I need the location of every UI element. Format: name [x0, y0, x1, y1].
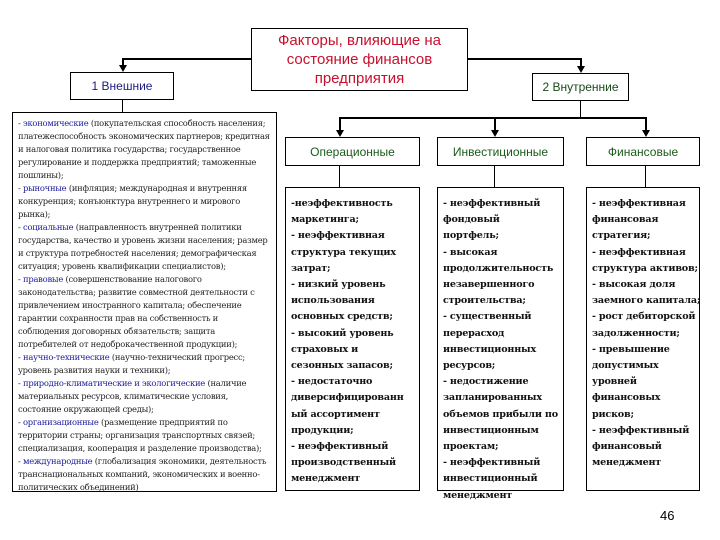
external-factor-item: [18, 182, 271, 221]
arrow-down-icon: [642, 130, 650, 137]
bullet: -: [18, 352, 23, 362]
factor-description: (совершенствование налогового законодательства; развитие совместной деятельности с привлечением иностранного капитала; обеспечение гарантии сохранности прав на собственность и соблюдения договорных обязательств; защита потребителей от недоброкачественной продукции);: [18, 274, 255, 349]
connector: [122, 100, 123, 112]
factor-line: финансовых: [592, 392, 661, 404]
factor-keyword: экономические: [23, 118, 89, 128]
factor-line: использования: [291, 295, 375, 307]
factor-description: (глобализация экономики, деятельность транснациональных компаний, экономических и военно-политических объединений): [18, 456, 267, 492]
factor-line: - неэффективный: [291, 441, 389, 453]
financial-factors-list: [586, 187, 700, 491]
external-factor-item: [18, 455, 271, 494]
factor-line: менеджмент: [291, 473, 361, 485]
factor-line: финансовая: [592, 214, 659, 226]
factor-line: диверсифицированн: [291, 392, 404, 404]
external-factor-item: [18, 273, 271, 351]
arrow-down-icon: [336, 130, 344, 137]
factor-line: объемов прибыли по: [443, 408, 558, 420]
external-factors-header: 1 Внешние: [70, 72, 174, 100]
factor-line: рисков;: [592, 408, 634, 420]
connector: [645, 117, 647, 130]
factor-line: финансовый: [592, 441, 662, 453]
factor-line: - высокая доля: [592, 279, 676, 291]
factor-line: затрат;: [291, 262, 331, 274]
connector: [494, 117, 496, 130]
factor-line: -неэффективность: [291, 198, 393, 209]
factor-description: (размещение предприятий по территории страны; организация транспортных связей; специализация, кооперация и разделение производства);: [18, 417, 262, 453]
diagram-title: Факторы, влияющие на состояние финансов предприятия: [251, 28, 468, 91]
factor-description: (наличие материальных ресурсов, климатические условия, состояние окружающей среды);: [18, 378, 247, 414]
bullet: -: [18, 456, 23, 466]
factor-description: (направленность внутренней политики государства, качество и уровень жизни населения; размер и структура потребностей населения; демографическая ситуация; уровень квалификации специалистов);: [18, 222, 268, 271]
factor-keyword: международные: [23, 456, 93, 466]
bullet: -: [18, 274, 23, 284]
factor-line: строительства;: [443, 295, 526, 307]
factor-line: производственный: [291, 457, 396, 469]
external-factor-item: [18, 351, 271, 377]
factor-line: - неэффективная: [592, 246, 686, 258]
factor-line: ресурсов;: [443, 360, 496, 372]
external-factor-item: [18, 221, 271, 273]
factor-line: - неэффективный: [592, 424, 690, 436]
factor-line: продукции;: [291, 424, 354, 436]
factor-keyword: правовые: [23, 274, 64, 284]
factor-line: - существенный: [443, 311, 532, 323]
factor-line: инвестиционных: [443, 343, 536, 355]
factor-line: уровней: [592, 376, 637, 388]
factor-line: - превышение: [592, 343, 670, 355]
factor-line: - рост дебиторской: [592, 311, 696, 323]
arrow-down-icon: [119, 65, 127, 72]
external-factor-item: [18, 416, 271, 455]
connector: [339, 117, 646, 119]
factor-line: маркетинга;: [291, 214, 359, 226]
factor-line: - неэффективный: [443, 457, 541, 469]
page-number: 46: [660, 508, 675, 523]
factor-line: - высокая: [443, 246, 498, 258]
factor-line: перерасход: [443, 327, 505, 339]
factor-line: проектам;: [443, 441, 499, 453]
connector: [339, 166, 340, 187]
external-factors-list: [12, 112, 277, 492]
investment-factors-list: [437, 187, 564, 501]
category-investment: Инвестиционные: [437, 137, 564, 166]
factor-line: - неэффективная: [291, 230, 385, 242]
factor-line: инвестиционным: [443, 424, 539, 436]
bullet: -: [18, 378, 23, 388]
factor-line: заемного капитала;: [592, 295, 701, 307]
factor-description: (инфляция; международная и внутренняя конкуренция; конъюнктура внутреннего и мирового рынка);: [18, 183, 247, 219]
factor-line: менеджмент: [443, 489, 513, 501]
arrow-down-icon: [577, 66, 585, 73]
factor-line: - низкий уровень: [291, 279, 386, 291]
bullet: -: [18, 222, 23, 232]
factor-line: структура текущих: [291, 246, 396, 258]
connector: [494, 166, 495, 187]
connector: [339, 117, 341, 130]
factor-line: страховых и: [291, 343, 359, 355]
factor-keyword: природно-климатические и экологические: [23, 378, 206, 388]
factor-keyword: социальные: [23, 222, 74, 232]
factor-line: допустимых: [592, 360, 659, 372]
connector: [468, 58, 580, 60]
external-factor-item: [18, 377, 271, 416]
connector: [645, 166, 646, 187]
arrow-down-icon: [491, 130, 499, 137]
factor-line: стратегия;: [592, 230, 651, 242]
category-financial: Финансовые: [586, 137, 700, 166]
connector: [580, 101, 581, 117]
factor-line: - недостаточно: [291, 376, 373, 388]
category-operational: Операционные: [285, 137, 420, 166]
factor-line: фондовый: [443, 214, 500, 226]
internal-factors-header: 2 Внутренние: [532, 73, 629, 101]
factor-keyword: научно-технические: [23, 352, 110, 362]
factor-description: (покупательская способность населения; платежеспособность экономических партнеров; кредитная и налоговая политика государства; государственное регулирование и поддержка предприятий; таможенные пошлины);: [18, 118, 270, 180]
factor-line: задолженности;: [592, 327, 680, 339]
factor-line: сезонных запасов;: [291, 360, 393, 372]
connector: [122, 58, 251, 60]
factor-line: продолжительность: [443, 262, 554, 274]
factor-line: инвестиционный: [443, 473, 538, 485]
factor-line: менеджмент: [592, 457, 662, 469]
factor-line: - неэффективная: [592, 198, 686, 209]
factor-line: - высокий уровень: [291, 327, 394, 339]
operational-factors-list: [285, 187, 420, 491]
bullet: -: [18, 417, 23, 427]
external-factor-item: [18, 117, 271, 182]
factor-line: запланированных: [443, 392, 542, 404]
factor-line: - неэффективный: [443, 198, 541, 209]
factor-line: - недостижение: [443, 376, 529, 388]
factor-line: незавершенного: [443, 279, 535, 291]
factor-description: (научно-технический прогресс; уровень развития науки и техники);: [18, 352, 245, 375]
factor-line: основных средств;: [291, 311, 393, 323]
bullet: -: [18, 183, 23, 193]
factor-keyword: рыночные: [23, 183, 67, 193]
factor-line: структура активов;: [592, 262, 698, 274]
factor-keyword: организационные: [23, 417, 99, 427]
bullet: -: [18, 118, 23, 128]
factor-line: ый ассортимент: [291, 408, 380, 420]
factor-line: портфель;: [443, 230, 499, 242]
